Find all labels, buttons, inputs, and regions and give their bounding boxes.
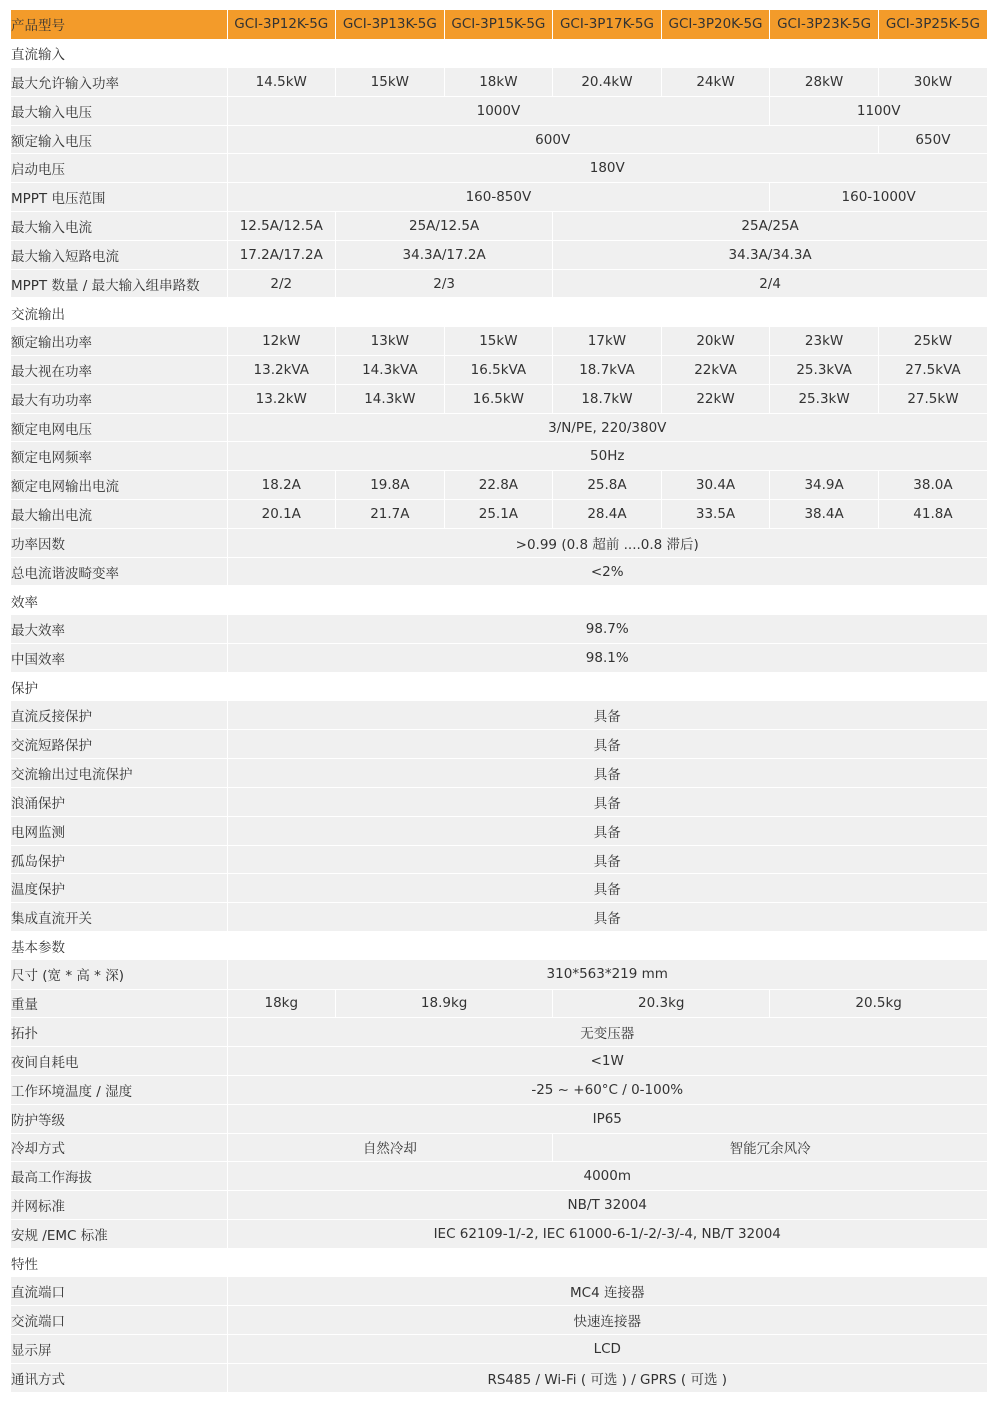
spec-value: 22.8A (444, 471, 553, 500)
spec-value: 2/3 (336, 269, 553, 298)
spec-label: 集成直流开关 (11, 903, 227, 932)
spec-value: 2/2 (227, 269, 336, 298)
spec-value: 14.3kVA (336, 356, 445, 385)
spec-value: 25.3kVA (770, 356, 879, 385)
spec-value: 15kW (444, 327, 553, 356)
spec-row (11, 1133, 987, 1162)
spec-label: 浪涌保护 (11, 788, 227, 817)
section-row (11, 39, 987, 68)
spec-value: LCD (227, 1335, 987, 1364)
spec-label: 额定输入电压 (11, 125, 227, 154)
spec-row (11, 68, 987, 97)
spec-label: 最大输出电流 (11, 500, 227, 529)
header-row (11, 10, 987, 39)
section-row (11, 298, 987, 327)
section-title: 保护 (11, 672, 987, 701)
spec-row (11, 1104, 987, 1133)
spec-value: 20.1A (227, 500, 336, 529)
spec-value: 20kW (661, 327, 770, 356)
spec-label: 重量 (11, 989, 227, 1018)
spec-label: 直流端口 (11, 1277, 227, 1306)
spec-value: 160-1000V (770, 183, 987, 212)
spec-label: 显示屏 (11, 1335, 227, 1364)
spec-value: 16.5kVA (444, 356, 553, 385)
section-title: 效率 (11, 586, 987, 615)
spec-label: 功率因数 (11, 528, 227, 557)
spec-table-body (11, 10, 987, 1392)
spec-value: 30.4A (661, 471, 770, 500)
spec-value: IEC 62109-1/-2, IEC 61000-6-1/-2/-3/-4, NB/T 32004 (227, 1219, 987, 1248)
spec-value: 25.8A (553, 471, 662, 500)
spec-value: 23kW (770, 327, 879, 356)
spec-value: 12kW (227, 327, 336, 356)
spec-label: 工作环境温度 / 湿度 (11, 1075, 227, 1104)
spec-value: 13.2kVA (227, 356, 336, 385)
spec-row (11, 212, 987, 241)
spec-value: 18.9kg (336, 989, 553, 1018)
spec-value: 1100V (770, 96, 987, 125)
spec-label: 交流端口 (11, 1306, 227, 1335)
spec-label: 并网标准 (11, 1191, 227, 1220)
spec-label: 冷却方式 (11, 1133, 227, 1162)
spec-row (11, 1306, 987, 1335)
spec-label: 额定电网频率 (11, 442, 227, 471)
spec-value: 25kW (878, 327, 987, 356)
spec-row (11, 413, 987, 442)
header-label: 产品型号 (11, 10, 227, 39)
spec-label: 总电流谐波畸变率 (11, 557, 227, 586)
spec-label: 夜间自耗电 (11, 1047, 227, 1076)
spec-value: 无变压器 (227, 1018, 987, 1047)
spec-value: 13kW (336, 327, 445, 356)
spec-value: RS485 / Wi-Fi ( 可选 ) / GPRS ( 可选 ) (227, 1363, 987, 1392)
spec-value: 18kW (444, 68, 553, 97)
spec-row (11, 269, 987, 298)
spec-value: 34.3A/34.3A (553, 240, 987, 269)
spec-row (11, 1219, 987, 1248)
spec-label: 交流输出过电流保护 (11, 759, 227, 788)
spec-value: 22kW (661, 384, 770, 413)
spec-label: 最大输入电流 (11, 212, 227, 241)
spec-value: 18kg (227, 989, 336, 1018)
spec-row (11, 615, 987, 644)
spec-value: NB/T 32004 (227, 1191, 987, 1220)
spec-value: 28kW (770, 68, 879, 97)
spec-row (11, 730, 987, 759)
spec-value: 具备 (227, 788, 987, 817)
spec-value: 38.0A (878, 471, 987, 500)
spec-value: 34.3A/17.2A (336, 240, 553, 269)
spec-row (11, 442, 987, 471)
spec-value: -25 ~ +60°C / 0-100% (227, 1075, 987, 1104)
spec-value: 98.7% (227, 615, 987, 644)
spec-value: <2% (227, 557, 987, 586)
model-header: GCI-3P20K-5G (661, 10, 770, 39)
spec-value: >0.99 (0.8 超前 ....0.8 滞后) (227, 528, 987, 557)
spec-label: MPPT 数量 / 最大输入组串路数 (11, 269, 227, 298)
spec-row (11, 874, 987, 903)
spec-value: 27.5kVA (878, 356, 987, 385)
spec-label: 额定电网输出电流 (11, 471, 227, 500)
spec-row (11, 845, 987, 874)
model-header: GCI-3P25K-5G (878, 10, 987, 39)
spec-row (11, 183, 987, 212)
model-header: GCI-3P15K-5G (444, 10, 553, 39)
spec-value: 17kW (553, 327, 662, 356)
spec-row (11, 154, 987, 183)
model-header: GCI-3P12K-5G (227, 10, 336, 39)
spec-row (11, 960, 987, 989)
spec-row (11, 989, 987, 1018)
spec-row (11, 816, 987, 845)
spec-label: 最大输入电压 (11, 96, 227, 125)
section-title: 特性 (11, 1248, 987, 1277)
section-row (11, 672, 987, 701)
spec-value: 12.5A/12.5A (227, 212, 336, 241)
spec-row (11, 557, 987, 586)
spec-label: 尺寸 (宽 * 高 * 深) (11, 960, 227, 989)
spec-label: 通讯方式 (11, 1363, 227, 1392)
spec-label: 安规 /EMC 标准 (11, 1219, 227, 1248)
spec-value: 21.7A (336, 500, 445, 529)
spec-row (11, 471, 987, 500)
spec-value: 13.2kW (227, 384, 336, 413)
spec-value: 18.7kVA (553, 356, 662, 385)
spec-value: 2/4 (553, 269, 987, 298)
spec-value: 180V (227, 154, 987, 183)
spec-row (11, 327, 987, 356)
section-row (11, 586, 987, 615)
spec-label: 最高工作海拔 (11, 1162, 227, 1191)
spec-value: 20.4kW (553, 68, 662, 97)
spec-value: 650V (878, 125, 987, 154)
spec-value: 19.8A (336, 471, 445, 500)
spec-row (11, 240, 987, 269)
spec-row (11, 384, 987, 413)
spec-label: 温度保护 (11, 874, 227, 903)
spec-label: 中国效率 (11, 644, 227, 673)
spec-value: 24kW (661, 68, 770, 97)
model-header: GCI-3P13K-5G (336, 10, 445, 39)
spec-value: 160-850V (227, 183, 770, 212)
spec-value: 98.1% (227, 644, 987, 673)
spec-value: 智能冗余风冷 (553, 1133, 987, 1162)
spec-row (11, 903, 987, 932)
spec-value: 16.5kW (444, 384, 553, 413)
spec-value: 25.1A (444, 500, 553, 529)
spec-label: 最大输入短路电流 (11, 240, 227, 269)
section-title: 交流输出 (11, 298, 987, 327)
model-header: GCI-3P23K-5G (770, 10, 879, 39)
spec-value: 3/N/PE, 220/380V (227, 413, 987, 442)
spec-label: 额定电网电压 (11, 413, 227, 442)
spec-row (11, 1335, 987, 1364)
model-header: GCI-3P17K-5G (553, 10, 662, 39)
spec-row (11, 1277, 987, 1306)
spec-row (11, 96, 987, 125)
section-title: 直流输入 (11, 39, 987, 68)
spec-value: 25.3kW (770, 384, 879, 413)
spec-value: 38.4A (770, 500, 879, 529)
spec-label: 启动电压 (11, 154, 227, 183)
spec-row (11, 1018, 987, 1047)
spec-label: 最大允许输入功率 (11, 68, 227, 97)
spec-value: 17.2A/17.2A (227, 240, 336, 269)
spec-label: 额定输出功率 (11, 327, 227, 356)
spec-label: 防护等级 (11, 1104, 227, 1133)
spec-value: 310*563*219 mm (227, 960, 987, 989)
spec-row (11, 1363, 987, 1392)
spec-table (11, 10, 987, 1393)
spec-label: 拓扑 (11, 1018, 227, 1047)
spec-label: 直流反接保护 (11, 701, 227, 730)
spec-value: 具备 (227, 845, 987, 874)
spec-value: 18.2A (227, 471, 336, 500)
spec-row (11, 1162, 987, 1191)
spec-value: 具备 (227, 730, 987, 759)
spec-value: 自然冷却 (227, 1133, 553, 1162)
spec-value: 25A/12.5A (336, 212, 553, 241)
spec-row (11, 1075, 987, 1104)
spec-value: <1W (227, 1047, 987, 1076)
spec-value: 27.5kW (878, 384, 987, 413)
spec-row (11, 701, 987, 730)
spec-value: 33.5A (661, 500, 770, 529)
spec-value: 14.5kW (227, 68, 336, 97)
spec-value: MC4 连接器 (227, 1277, 987, 1306)
spec-label: 孤岛保护 (11, 845, 227, 874)
section-title: 基本参数 (11, 932, 987, 961)
spec-value: 具备 (227, 903, 987, 932)
spec-row (11, 759, 987, 788)
spec-value: 4000m (227, 1162, 987, 1191)
spec-value: 22kVA (661, 356, 770, 385)
spec-value: 600V (227, 125, 878, 154)
spec-value: 1000V (227, 96, 770, 125)
spec-value: 20.3kg (553, 989, 770, 1018)
spec-value: 具备 (227, 759, 987, 788)
spec-value: 具备 (227, 816, 987, 845)
spec-value: 具备 (227, 874, 987, 903)
spec-label: 电网监测 (11, 816, 227, 845)
spec-row (11, 528, 987, 557)
spec-value: 20.5kg (770, 989, 987, 1018)
section-row (11, 1248, 987, 1277)
spec-row (11, 500, 987, 529)
spec-label: 最大视在功率 (11, 356, 227, 385)
spec-label: 最大效率 (11, 615, 227, 644)
spec-row (11, 356, 987, 385)
spec-value: 25A/25A (553, 212, 987, 241)
spec-label: MPPT 电压范围 (11, 183, 227, 212)
spec-label: 交流短路保护 (11, 730, 227, 759)
spec-label: 最大有功功率 (11, 384, 227, 413)
spec-value: 快速连接器 (227, 1306, 987, 1335)
section-row (11, 932, 987, 961)
spec-value: 30kW (878, 68, 987, 97)
spec-row (11, 1047, 987, 1076)
spec-row (11, 1191, 987, 1220)
spec-row (11, 788, 987, 817)
spec-value: IP65 (227, 1104, 987, 1133)
spec-value: 50Hz (227, 442, 987, 471)
spec-value: 28.4A (553, 500, 662, 529)
spec-value: 41.8A (878, 500, 987, 529)
spec-row (11, 644, 987, 673)
spec-value: 34.9A (770, 471, 879, 500)
spec-value: 14.3kW (336, 384, 445, 413)
spec-value: 15kW (336, 68, 445, 97)
spec-value: 18.7kW (553, 384, 662, 413)
spec-row (11, 125, 987, 154)
spec-value: 具备 (227, 701, 987, 730)
